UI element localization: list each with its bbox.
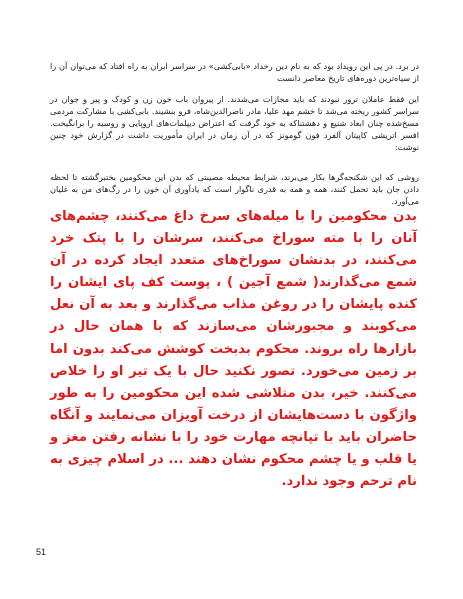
- highlighted-quote: بدن محکومین را با میله‌های سرخ داغ می‌کنند، چشم‌های آنان را با مته سوراخ می‌کنند، سرشان را با پتک خرد می‌کنند، در بدنشان سوراخ‌های متعدد ایجاد کرده در آن شمع می‌گذارند( شمع آجین ) ، پوست کف پای ایشان را کنده پایشان را در روغن مذاب می‌گذارند و بعد به آن نعل می‌کوبند و مجبورشان می‌سازند که با همان حال در بازارها راه بروند. محکوم بدبخت کوشش می‌کند بدون اما بر زمین می‌خورد. تصور نکنید حال با یک تیر او را خلاص می‌کنند. خیر، بدن متلاشی شده این محکومین را به طور واژگون با دست‌هایشان از درخت آویزان می‌نمایند و آنگاه حاضران باید با تپانچه مهارت خود را با نشانه رفتن مغز و یا قلب و یا چشم محکوم نشان دهند ... در اسلام چیزی به نام ترحم وجود ندارد.: [50, 209, 417, 490]
- page-number: 51: [36, 547, 47, 557]
- paragraph-1: در برد. در پی این رویداد بود که به نام دین رخداد «بابی‌کشی» در سراسر ایران به راه افتاد که می‌توان آن را از سیاه‌ترین دوره‌های تاریخ معاصر دانست: [50, 61, 419, 83]
- paragraph-2: این فقط عاملان ترور نبودند که باید مجازات می‌شدند. از پیروان باب خون زن و کودک و پیر و جوان در سراسر کشور ریخته می‌شد تا خشم مهد علیا، مادر ناصرالدین‌شاه، فرو بنشیند. بابی‌کشی با مشارکت مردمی مسخ‌شده چنان ابعاد شنیع و دهشتناکه به خود گرفت که اعتراض دیپلمات‌های اروپایی و روسیه را برانگیخت. افسر اتریشی کاپیتان آلفرد فون گومونز که در آن زمان در ایران مأموریت داشت در گزارش خود چنین نوشت:: [50, 94, 419, 152]
- paragraph-3: روشی که این شکنجه‌گرها بکار می‌برند، شرایط محیطه مصیبتی که بدن این محکومین بختبرگشته تا لحظه دادن جان باید تحمل کنند، همه و همه به قدری ناگوار است که یادآوری آن خون را در رگ‌های من به غلیان می‌آورد.: [50, 172, 419, 206]
